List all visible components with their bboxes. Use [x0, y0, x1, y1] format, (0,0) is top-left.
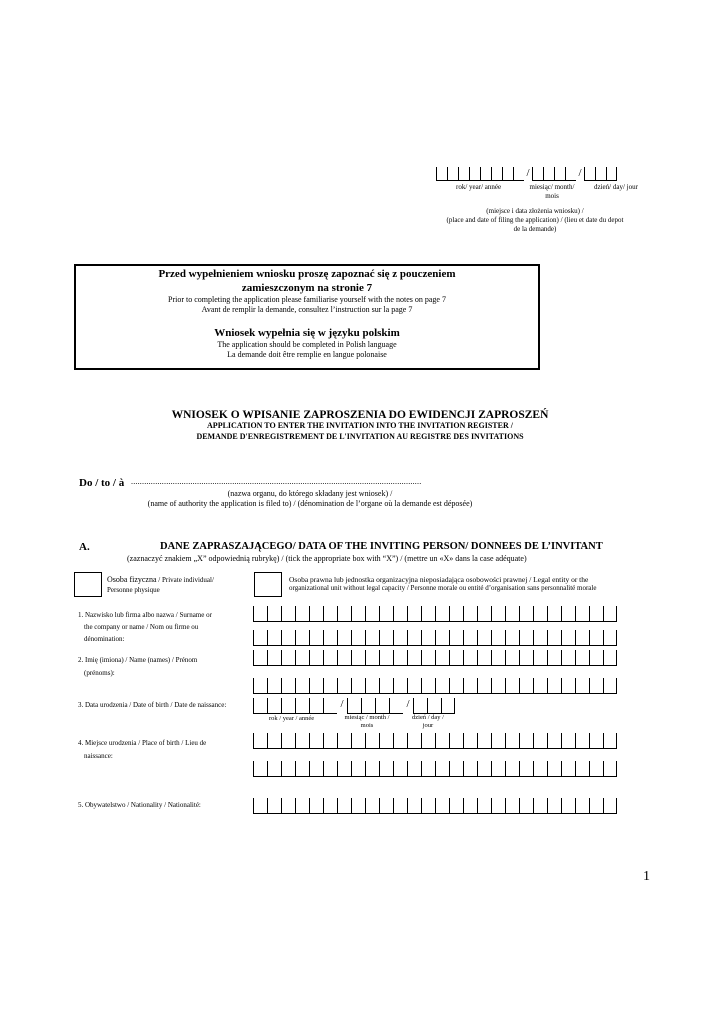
char-cell[interactable] — [351, 606, 365, 622]
dob-month-label-line2: mois — [360, 722, 374, 729]
dob-cell[interactable] — [413, 698, 427, 714]
char-cell[interactable] — [519, 650, 533, 666]
dob-cell[interactable] — [441, 698, 455, 714]
char-cell[interactable] — [547, 678, 561, 694]
char-cell[interactable] — [365, 606, 379, 622]
char-cell[interactable] — [267, 761, 281, 777]
char-cell[interactable] — [379, 650, 393, 666]
place-date-caption-pl: (miejsce i data złożenia wniosku) / — [486, 207, 584, 215]
char-cell[interactable] — [393, 650, 407, 666]
char-cell[interactable] — [491, 630, 505, 646]
char-cell[interactable] — [519, 798, 533, 814]
dob-cell[interactable] — [427, 698, 441, 714]
char-cell[interactable] — [309, 798, 323, 814]
char-cell[interactable] — [491, 650, 505, 666]
notice-line-3: Prior to completing the application please familiarise yourself with the notes on page 7 — [168, 295, 446, 304]
page-number: 1 — [643, 869, 650, 884]
date-cell[interactable] — [491, 167, 502, 181]
char-cell[interactable] — [491, 606, 505, 622]
dob-cell[interactable] — [267, 698, 281, 714]
char-cell[interactable] — [337, 733, 351, 749]
char-cell[interactable] — [603, 650, 617, 666]
notice-line-1: Przed wypełnieniem wniosku proszę zapoznać się z pouczeniem — [158, 268, 456, 280]
authority-input-line[interactable]: .................................................................................................................................... — [131, 477, 422, 486]
char-cell[interactable] — [365, 798, 379, 814]
surname-cells-row2[interactable] — [253, 630, 617, 646]
char-cell[interactable] — [295, 733, 309, 749]
char-cell[interactable] — [463, 606, 477, 622]
surname-label-line1: 1. Nazwisko lub firma albo nazwa / Surname or — [78, 611, 212, 619]
place-of-birth-label-line2: naissance: — [84, 752, 113, 760]
char-cell[interactable] — [379, 798, 393, 814]
nationality-cells[interactable] — [253, 798, 617, 814]
private-individual-label-pl: Osoba fizyczna — [107, 575, 157, 584]
date-of-birth-label: 3. Data urodzenia / Date of birth / Date de naissance: — [78, 701, 227, 709]
char-cell[interactable] — [351, 630, 365, 646]
char-cell[interactable] — [463, 650, 477, 666]
notice-line-2: zamieszczonym na stronie 7 — [241, 282, 373, 294]
section-a-title: DANE ZAPRASZAJĄCEGO/ DATA OF THE INVITING PERSON/ DONNEES DE L’INVITANT — [160, 541, 603, 552]
place-date-caption-en: (place and date of filing the application) / (lieu et date du depot — [446, 216, 624, 224]
surname-label-line2: the company or name / Nom ou firme ou — [84, 623, 199, 631]
char-cell[interactable] — [281, 630, 295, 646]
char-cell[interactable] — [505, 798, 519, 814]
char-cell[interactable] — [407, 733, 421, 749]
dob-cell[interactable] — [361, 698, 375, 714]
char-cell[interactable] — [379, 761, 393, 777]
char-cell[interactable] — [323, 606, 337, 622]
char-cell[interactable] — [435, 650, 449, 666]
char-cell[interactable] — [561, 678, 575, 694]
char-cell[interactable] — [505, 678, 519, 694]
notice-line-7: La demande doit être remplie en langue polonaise — [227, 350, 387, 359]
char-cell[interactable] — [379, 678, 393, 694]
place-of-birth-cells-row1[interactable] — [253, 733, 617, 749]
char-cell[interactable] — [603, 630, 617, 646]
char-cell[interactable] — [561, 798, 575, 814]
place-of-birth-cells-row2[interactable] — [253, 761, 617, 777]
char-cell[interactable] — [295, 761, 309, 777]
char-cell[interactable] — [309, 630, 323, 646]
char-cell[interactable] — [337, 630, 351, 646]
char-cell[interactable] — [449, 630, 463, 646]
char-cell[interactable] — [281, 678, 295, 694]
dob-day-label-line1: dzień / day / — [412, 714, 444, 721]
char-cell[interactable] — [547, 761, 561, 777]
char-cell[interactable] — [393, 761, 407, 777]
char-cell[interactable] — [575, 678, 589, 694]
char-cell[interactable] — [323, 630, 337, 646]
legal-entity-checkbox[interactable] — [254, 572, 282, 597]
char-cell[interactable] — [253, 798, 267, 814]
dob-year-label: rok / year / année — [269, 715, 315, 722]
char-cell[interactable] — [589, 733, 603, 749]
char-cell[interactable] — [435, 761, 449, 777]
dob-month-label — [337, 714, 397, 730]
nationality-label: 5. Obywatelstwo / Nationality / Nationalité: — [78, 801, 201, 809]
char-cell[interactable] — [253, 630, 267, 646]
char-cell[interactable] — [547, 606, 561, 622]
dob-cell[interactable] — [389, 698, 403, 714]
private-individual-label-en: / Private individual/ — [156, 576, 214, 584]
private-individual-label-fr: Personne physique — [107, 586, 160, 594]
char-cell[interactable] — [505, 606, 519, 622]
dob-cell[interactable] — [375, 698, 389, 714]
char-cell[interactable] — [295, 798, 309, 814]
char-cell[interactable] — [407, 678, 421, 694]
legal-entity-label — [289, 575, 644, 593]
form-subtitle-en: APPLICATION TO ENTER THE INVITATION INTO THE INVITATION REGISTER / — [207, 421, 513, 430]
char-cell[interactable] — [351, 678, 365, 694]
char-cell[interactable] — [505, 733, 519, 749]
given-names-cells-row2[interactable] — [253, 678, 617, 694]
char-cell[interactable] — [435, 606, 449, 622]
date-cell[interactable] — [502, 167, 513, 181]
char-cell[interactable] — [421, 798, 435, 814]
char-cell[interactable] — [575, 606, 589, 622]
place-of-birth-label — [78, 737, 206, 763]
form-title: WNIOSEK O WPISANIE ZAPROSZENIA DO EWIDENCJI ZAPROSZEŃ — [171, 409, 549, 421]
char-cell[interactable] — [603, 733, 617, 749]
char-cell[interactable] — [449, 678, 463, 694]
char-cell[interactable] — [491, 733, 505, 749]
dob-day-label — [408, 714, 448, 730]
dob-month-label-line1: miesiąc / month / — [344, 714, 390, 721]
char-cell[interactable] — [477, 678, 491, 694]
char-cell[interactable] — [365, 733, 379, 749]
char-cell[interactable] — [603, 798, 617, 814]
date-cell[interactable] — [447, 167, 458, 181]
char-cell[interactable] — [519, 761, 533, 777]
char-cell[interactable] — [323, 733, 337, 749]
char-cell[interactable] — [491, 798, 505, 814]
char-cell[interactable] — [295, 678, 309, 694]
date-separator: / — [526, 167, 530, 179]
char-cell[interactable] — [267, 606, 281, 622]
char-cell[interactable] — [533, 678, 547, 694]
char-cell[interactable] — [533, 606, 547, 622]
char-cell[interactable] — [253, 761, 267, 777]
authority-caption-pl: (nazwa organu, do którego składany jest wniosek) / — [227, 489, 393, 498]
dob-cell[interactable] — [347, 698, 361, 714]
char-cell[interactable] — [309, 650, 323, 666]
char-cell[interactable] — [561, 630, 575, 646]
section-a-hint: (zaznaczyć znakiem „X” odpowiednią rubrykę) / (tick the appropriate box with “X”) / (mettre un «X» dans la case adéquate) — [127, 554, 527, 563]
char-cell[interactable] — [463, 733, 477, 749]
place-of-birth-label-line1: 4. Miejsce urodzenia / Place of birth / Lieu de — [78, 739, 207, 747]
notice-line-6: The application should be completed in Polish language — [217, 340, 397, 349]
char-cell[interactable] — [477, 798, 491, 814]
private-individual-checkbox[interactable] — [74, 572, 102, 597]
filing-date-month-label — [522, 183, 582, 201]
date-cell[interactable] — [595, 167, 606, 181]
form-subtitle-fr: DEMANDE D'ENREGISTREMENT DE L'INVITATION AU REGISTRE DES INVITATIONS — [196, 432, 524, 441]
char-cell[interactable] — [365, 678, 379, 694]
char-cell[interactable] — [309, 606, 323, 622]
char-cell[interactable] — [477, 630, 491, 646]
dob-separator: / — [340, 698, 344, 710]
date-cell[interactable] — [436, 167, 447, 181]
char-cell[interactable] — [421, 733, 435, 749]
dob-cell[interactable] — [323, 698, 337, 714]
char-cell[interactable] — [449, 733, 463, 749]
filing-date-day-label: dzień/ day/ jour — [594, 183, 638, 191]
char-cell[interactable] — [267, 650, 281, 666]
char-cell[interactable] — [267, 630, 281, 646]
legal-entity-label-line2: organizational unit without legal capacity / Personne morale ou entité d’organisation sans personnalité morale — [289, 584, 597, 592]
authority-label: Do / to / à — [79, 477, 125, 489]
char-cell[interactable] — [533, 630, 547, 646]
char-cell[interactable] — [407, 630, 421, 646]
char-cell[interactable] — [561, 606, 575, 622]
char-cell[interactable] — [505, 630, 519, 646]
char-cell[interactable] — [253, 606, 267, 622]
char-cell[interactable] — [379, 606, 393, 622]
date-cell[interactable] — [532, 167, 543, 181]
char-cell[interactable] — [337, 606, 351, 622]
dob-cell[interactable] — [309, 698, 323, 714]
char-cell[interactable] — [547, 630, 561, 646]
date-cell[interactable] — [554, 167, 565, 181]
dob-cell[interactable] — [253, 698, 267, 714]
char-cell[interactable] — [323, 761, 337, 777]
place-date-caption — [430, 207, 640, 234]
char-cell[interactable] — [309, 761, 323, 777]
char-cell[interactable] — [323, 798, 337, 814]
char-cell[interactable] — [351, 761, 365, 777]
instructions-notice-box — [74, 264, 540, 370]
char-cell[interactable] — [421, 678, 435, 694]
char-cell[interactable] — [519, 678, 533, 694]
char-cell[interactable] — [407, 650, 421, 666]
char-cell[interactable] — [603, 761, 617, 777]
date-cell[interactable] — [480, 167, 491, 181]
char-cell[interactable] — [449, 798, 463, 814]
char-cell[interactable] — [491, 678, 505, 694]
char-cell[interactable] — [351, 798, 365, 814]
char-cell[interactable] — [393, 630, 407, 646]
char-cell[interactable] — [561, 761, 575, 777]
filing-date-year-label: rok/ year/ année — [456, 183, 502, 191]
char-cell[interactable] — [379, 733, 393, 749]
date-cell[interactable] — [469, 167, 480, 181]
char-cell[interactable] — [365, 630, 379, 646]
char-cell[interactable] — [603, 606, 617, 622]
char-cell[interactable] — [589, 630, 603, 646]
char-cell[interactable] — [407, 606, 421, 622]
char-cell[interactable] — [589, 650, 603, 666]
char-cell[interactable] — [253, 678, 267, 694]
char-cell[interactable] — [449, 650, 463, 666]
char-cell[interactable] — [477, 650, 491, 666]
char-cell[interactable] — [519, 630, 533, 646]
char-cell[interactable] — [295, 650, 309, 666]
char-cell[interactable] — [435, 733, 449, 749]
private-individual-label — [107, 575, 214, 595]
char-cell[interactable] — [519, 606, 533, 622]
char-cell[interactable] — [337, 678, 351, 694]
char-cell[interactable] — [309, 678, 323, 694]
char-cell[interactable] — [281, 606, 295, 622]
char-cell[interactable] — [547, 798, 561, 814]
surname-label — [78, 609, 212, 645]
char-cell[interactable] — [575, 798, 589, 814]
char-cell[interactable] — [281, 798, 295, 814]
date-cell[interactable] — [543, 167, 554, 181]
char-cell[interactable] — [309, 733, 323, 749]
char-cell[interactable] — [575, 761, 589, 777]
char-cell[interactable] — [575, 630, 589, 646]
char-cell[interactable] — [491, 761, 505, 777]
char-cell[interactable] — [393, 678, 407, 694]
char-cell[interactable] — [519, 733, 533, 749]
date-cell[interactable] — [565, 167, 576, 181]
char-cell[interactable] — [533, 798, 547, 814]
date-cell[interactable] — [513, 167, 524, 181]
char-cell[interactable] — [463, 630, 477, 646]
date-separator: / — [578, 167, 582, 179]
char-cell[interactable] — [421, 761, 435, 777]
char-cell[interactable] — [295, 630, 309, 646]
char-cell[interactable] — [323, 650, 337, 666]
char-cell[interactable] — [351, 733, 365, 749]
filing-date-month-label-line1: miesiąc/ month/ — [529, 183, 575, 191]
char-cell[interactable] — [435, 798, 449, 814]
char-cell[interactable] — [323, 678, 337, 694]
date-cell[interactable] — [606, 167, 617, 181]
char-cell[interactable] — [589, 606, 603, 622]
given-names-cells-row1[interactable] — [253, 650, 617, 666]
char-cell[interactable] — [407, 798, 421, 814]
char-cell[interactable] — [435, 630, 449, 646]
char-cell[interactable] — [365, 650, 379, 666]
char-cell[interactable] — [463, 761, 477, 777]
char-cell[interactable] — [505, 650, 519, 666]
char-cell[interactable] — [393, 733, 407, 749]
dob-separator: / — [406, 698, 410, 710]
char-cell[interactable] — [253, 733, 267, 749]
date-of-birth-cells[interactable] — [253, 698, 455, 714]
char-cell[interactable] — [379, 630, 393, 646]
char-cell[interactable] — [547, 650, 561, 666]
notice-language-title: Wniosek wypełnia się w języku polskim — [214, 327, 400, 339]
char-cell[interactable] — [421, 630, 435, 646]
given-names-label-line1: 2. Imię (imiona) / Name (names) / Prénom — [78, 656, 198, 664]
char-cell[interactable] — [253, 650, 267, 666]
char-cell[interactable] — [281, 733, 295, 749]
legal-entity-label-line1: Osoba prawna lub jednostka organizacyjna nieposiadająca osobowości prawnej / Legal entity or the — [289, 575, 589, 584]
char-cell[interactable] — [449, 761, 463, 777]
dob-cell[interactable] — [281, 698, 295, 714]
char-cell[interactable] — [575, 733, 589, 749]
char-cell[interactable] — [421, 650, 435, 666]
char-cell[interactable] — [449, 606, 463, 622]
char-cell[interactable] — [421, 606, 435, 622]
filing-date-cells[interactable] — [436, 167, 617, 181]
char-cell[interactable] — [547, 733, 561, 749]
dob-day-label-line2: jour — [422, 722, 434, 729]
char-cell[interactable] — [295, 606, 309, 622]
char-cell[interactable] — [267, 798, 281, 814]
char-cell[interactable] — [477, 606, 491, 622]
date-cell[interactable] — [584, 167, 595, 181]
surname-label-line3: dénomination: — [84, 635, 125, 643]
authority-caption-en-fr: (name of authority the application is filed to) / (dénomination de l’organe où la demande est déposée) — [147, 499, 473, 508]
char-cell[interactable] — [477, 761, 491, 777]
section-a-letter: A. — [79, 541, 90, 553]
char-cell[interactable] — [589, 798, 603, 814]
char-cell[interactable] — [267, 733, 281, 749]
given-names-label — [78, 654, 197, 680]
char-cell[interactable] — [477, 733, 491, 749]
char-cell[interactable] — [267, 678, 281, 694]
char-cell[interactable] — [435, 678, 449, 694]
char-cell[interactable] — [589, 678, 603, 694]
filing-date-month-label-line2: mois — [545, 192, 559, 200]
char-cell[interactable] — [533, 761, 547, 777]
char-cell[interactable] — [281, 650, 295, 666]
char-cell[interactable] — [533, 733, 547, 749]
char-cell[interactable] — [533, 650, 547, 666]
dob-cell[interactable] — [295, 698, 309, 714]
char-cell[interactable] — [281, 761, 295, 777]
char-cell[interactable] — [337, 650, 351, 666]
char-cell[interactable] — [463, 678, 477, 694]
char-cell[interactable] — [337, 761, 351, 777]
char-cell[interactable] — [561, 650, 575, 666]
notice-line-4: Avant de remplir la demande, consultez l’instruction sur la page 7 — [201, 305, 413, 314]
char-cell[interactable] — [337, 798, 351, 814]
given-names-label-line2: (prénoms): — [84, 669, 115, 677]
date-cell[interactable] — [458, 167, 469, 181]
place-date-caption-fr: de la demande) — [513, 225, 557, 233]
char-cell[interactable] — [603, 678, 617, 694]
char-cell[interactable] — [393, 606, 407, 622]
char-cell[interactable] — [407, 761, 421, 777]
char-cell[interactable] — [575, 650, 589, 666]
char-cell[interactable] — [351, 650, 365, 666]
char-cell[interactable] — [505, 761, 519, 777]
char-cell[interactable] — [393, 798, 407, 814]
surname-cells-row1[interactable] — [253, 606, 617, 622]
char-cell[interactable] — [589, 761, 603, 777]
char-cell[interactable] — [365, 761, 379, 777]
char-cell[interactable] — [561, 733, 575, 749]
char-cell[interactable] — [463, 798, 477, 814]
